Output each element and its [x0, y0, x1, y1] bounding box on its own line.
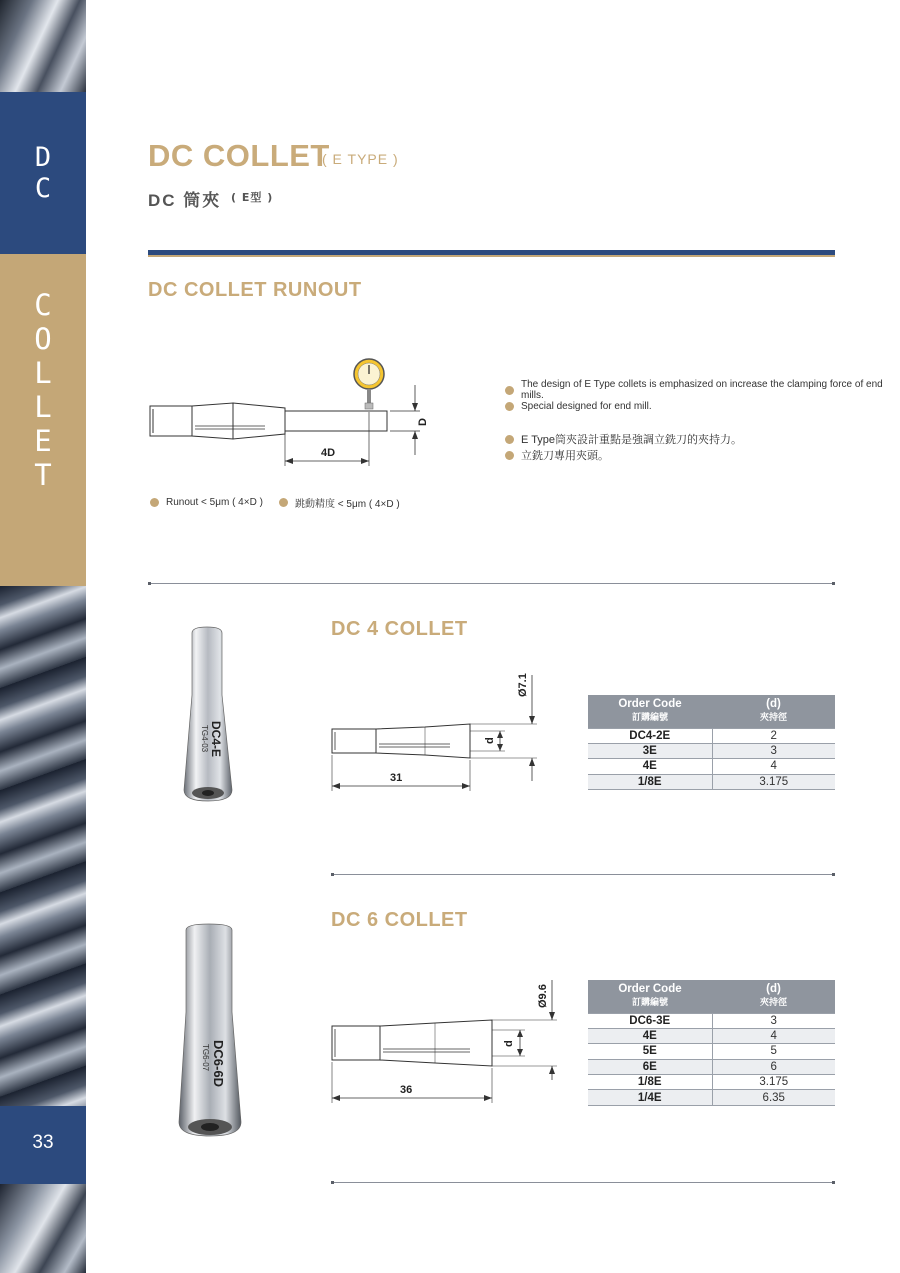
table-row: 3E 3 [588, 743, 835, 758]
page-subtitle-type: ( E型 ) [231, 191, 274, 204]
dc6-diagram [325, 975, 565, 1110]
dial-gauge-icon [354, 359, 384, 409]
section-divider [331, 874, 835, 875]
col-diameter: (d) 夾持徑 [712, 980, 835, 1013]
bullet-dot [505, 402, 514, 411]
rail-metal-bottom [0, 1184, 86, 1273]
dc4-photo [178, 625, 238, 805]
bullet-dot [505, 451, 514, 460]
rail-letter: C [34, 288, 52, 322]
dc6-order-table [588, 980, 835, 1106]
rail-letter: C [34, 173, 52, 204]
list-item [505, 447, 742, 463]
col-diameter: (d) 夾持徑 [712, 695, 835, 728]
feature-text: E Type筒夾設計重點是強調立銑刀的夾持力。 [521, 434, 743, 446]
page-title: DC COLLET [148, 138, 330, 173]
section-divider [148, 583, 835, 584]
runout-title: DC COLLET RUNOUT [148, 279, 362, 301]
dc6-title: DC 6 COLLET [331, 909, 468, 931]
rail-letter: O [34, 322, 52, 356]
dc6-dim-length: 36 [400, 1084, 413, 1096]
page-subtitle: DC 筒夾 [148, 191, 222, 210]
dc4-photo-label: DC4-E [209, 721, 223, 758]
table-row: 4E 4 [588, 1028, 835, 1043]
header-rule-accent [148, 255, 835, 257]
rail-label-collet [0, 288, 86, 492]
bullet-dot [505, 435, 514, 444]
table-header-row [588, 980, 835, 1013]
dc4-collet-drawing [332, 724, 470, 758]
dc6-collet-drawing [332, 1020, 492, 1066]
feature-text: Special designed for end mill. [521, 400, 652, 412]
rail-metal-image [0, 586, 86, 1106]
spec-text: 跳動精度 < 5μm ( 4×D ) [295, 498, 400, 510]
col-order-code: Order Code 訂購編號 [588, 980, 712, 1013]
spec-text: Runout < 5μm ( 4×D ) [166, 496, 263, 508]
dc6-photo-code: TG6-07 [201, 1044, 210, 1072]
table-row: DC6-3E 3 [588, 1013, 835, 1028]
rail-letter: T [34, 458, 52, 492]
runout-collet-drawing [150, 403, 285, 439]
runout-diagram [145, 350, 435, 475]
list-item [505, 379, 900, 401]
runout-dim-d: D [417, 418, 429, 426]
rail-metal-top [0, 0, 86, 92]
page-number: 33 [32, 1132, 54, 1153]
dc4-order-table [588, 695, 835, 790]
table-row: 1/8E 3.175 [588, 774, 835, 789]
feature-text: 立銑刀專用夾頭。 [521, 450, 609, 462]
dc6-dim-diameter: Ø9.6 [537, 984, 549, 1008]
dc4-photo-code: TG4-03 [200, 725, 209, 753]
section-divider [331, 1182, 835, 1183]
table-row: 1/8E 3.175 [588, 1075, 835, 1090]
table-row: 6E 6 [588, 1059, 835, 1074]
table-row: 1/4E 6.35 [588, 1090, 835, 1105]
runout-spec-zh [279, 494, 400, 510]
dc4-title: DC 4 COLLET [331, 618, 468, 640]
dc4-dim-d: d [484, 737, 496, 744]
dc4-dim-diameter: Ø7.1 [517, 673, 529, 697]
runout-dim-4d: 4D [321, 447, 336, 459]
table-row: 4E 4 [588, 759, 835, 774]
dc6-dim-d: d [503, 1040, 515, 1047]
runout-features-en [505, 379, 900, 414]
rail-letter: D [34, 142, 52, 173]
feature-text: The design of E Type collets is emphasized on increase the clamping force of end mills. [521, 379, 883, 401]
runout-end-mill [285, 411, 387, 431]
dc6-photo-label: DC6-6D [211, 1040, 226, 1087]
bullet-dot [150, 498, 159, 507]
table-row: 5E 5 [588, 1044, 835, 1059]
bullet-dot [279, 498, 288, 507]
table-header-row [588, 695, 835, 728]
page-title-type: ( E TYPE ) [322, 151, 399, 167]
runout-features-zh [505, 431, 742, 463]
col-order-code: Order Code 訂購編號 [588, 695, 712, 728]
rail-letter: E [34, 424, 52, 458]
rail-label-dc [0, 142, 86, 204]
list-item [505, 431, 742, 447]
rail-letter: L [34, 390, 52, 424]
bullet-dot [505, 386, 514, 395]
dc6-photo [170, 922, 250, 1142]
dc4-dim-length: 31 [390, 772, 403, 784]
runout-spec-en [150, 494, 263, 510]
table-row: DC4-2E 2 [588, 728, 835, 743]
rail-letter: L [34, 356, 52, 390]
dc4-diagram [325, 665, 555, 795]
